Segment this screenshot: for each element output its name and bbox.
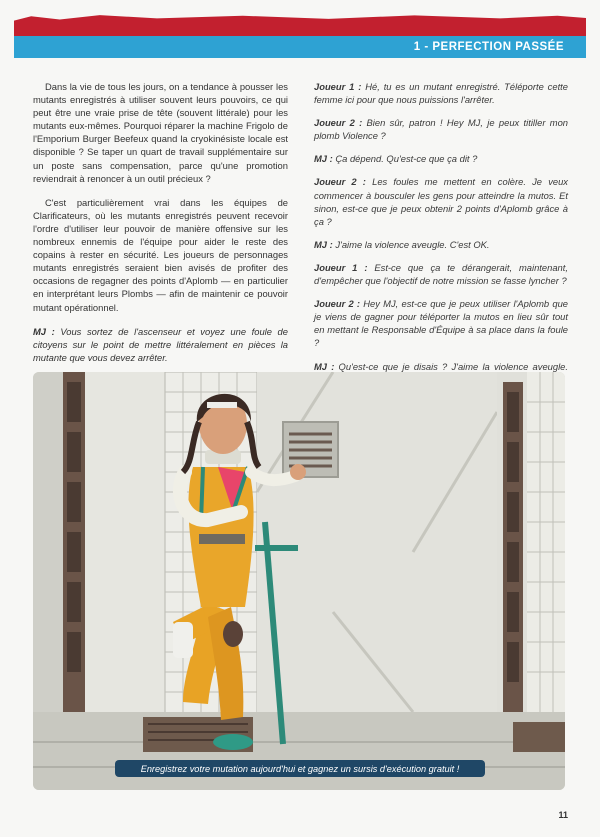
caption-text: Enregistrez votre mutation aujourd'hui et gagnez un sursis d'exécution gratuit ! <box>140 763 460 774</box>
dialogue-speaker: MJ : <box>314 360 335 372</box>
dialogue-text: Hé, tu es un mutant enregistré. Téléporte cette femme ici pour que nous puissions l'arrêter. <box>314 81 568 106</box>
gm-text: Vous sortez de l'ascenseur et voyez une foule de citoyens sur le point de mettre littéralement en pièces la mutante que vous devez arrêter. <box>33 325 288 363</box>
dialogue-text: Hey MJ, est-ce que je peux utiliser l'Aplomb que je viens de gagner pour téléporter la mutos en lieu sûr tout en mettant le Responsable d'Équipe à sa place dans la foule ? <box>314 298 568 349</box>
dialogue-line <box>314 261 568 287</box>
corridor-illustration <box>33 372 565 790</box>
dialogue-text: Qu'est-ce que je disais ? J'aime la violence aveugle. <box>338 360 568 372</box>
dialogue-text: Bien sûr, patron ! Hey MJ, je peux titiller mon plomb Violence ? <box>314 117 568 142</box>
left-column <box>33 80 288 375</box>
dialogue-line <box>314 175 568 227</box>
chapter-title: 1 - PERFECTION PASSÉE <box>413 41 564 53</box>
dialogue-speaker: Joueur 1 : <box>314 81 362 92</box>
dialogue-line <box>314 116 568 142</box>
dialogue-text: Est-ce que ça te dérangerait, maintenant, d'empêcher que l'objectif de notre mission se fasse lyncher ? <box>314 261 568 287</box>
dialogue-text: J'aime la violence aveugle. C'est OK. <box>332 238 490 250</box>
dialogue-column <box>314 80 568 396</box>
dialogue-speaker: Joueur 2 : <box>314 298 361 310</box>
illustration <box>33 372 565 790</box>
dialogue-speaker: MJ : <box>314 238 333 250</box>
paragraph-2: C'est particulièrement vrai dans les équipes de Clarificateurs, où les mutants enregistrés peuvent recevoir l'ordre d'utiliser leur pouvoir de manière offensive sur les nombreux ennemis de l'équipe pour aider le reste des copains à rester en sécurité. Les joueurs de personnages mutants enregistrés seraient bien avisés de profiter des occasions de regagner des points d'Aplomb — en particulier en interprétant leurs Plombs — afin de maintenir ce pouvoir mutant opérationnel. <box>33 196 288 313</box>
page-number: 11 <box>558 810 568 820</box>
dialogue-line <box>314 80 568 106</box>
dialogue-speaker: Joueur 2 : <box>314 176 366 188</box>
dialogue-speaker: MJ : <box>314 153 333 165</box>
chapter-header <box>14 36 586 58</box>
dialogue-line <box>314 238 568 251</box>
dialogue-line <box>314 297 568 349</box>
paragraph-1: Dans la vie de tous les jours, on a tendance à pousser les mutants enregistrés à utiliser souvent leurs pouvoirs, ce qui peut être une vraie prise de tête (souvent littérale) pour les mutants eux-mêmes. Pourquoi réparer la machine Frigolo de l'Emporium Burger Beefeux quand la cryokinésiste locale est disponible ? Se taper un quart de travail supplémentaire sur un poste sans compensation, parce qu'une promotion reviendrait à renoncer à un outil précieux ? <box>33 81 288 184</box>
gm-speaker: MJ : <box>33 325 55 337</box>
illustration-caption <box>115 760 485 777</box>
dialogue-speaker: Joueur 2 : <box>314 117 363 129</box>
dialogue-text: Ça dépend. Qu'est-ce que ça dit ? <box>332 153 478 165</box>
header-red-band <box>14 14 586 36</box>
dialogue-text: Les foules me mettent en colère. Je veux commencer à bousculer les gens pour atteindre la mutos. Et sinon, est-ce que je peux obtenir 2 points d'Aplomb grâce à ça ? <box>314 176 568 227</box>
dialogue-speaker: Joueur 1 : <box>314 261 368 273</box>
dialogue-line <box>314 152 568 165</box>
gm-paragraph <box>33 325 288 364</box>
